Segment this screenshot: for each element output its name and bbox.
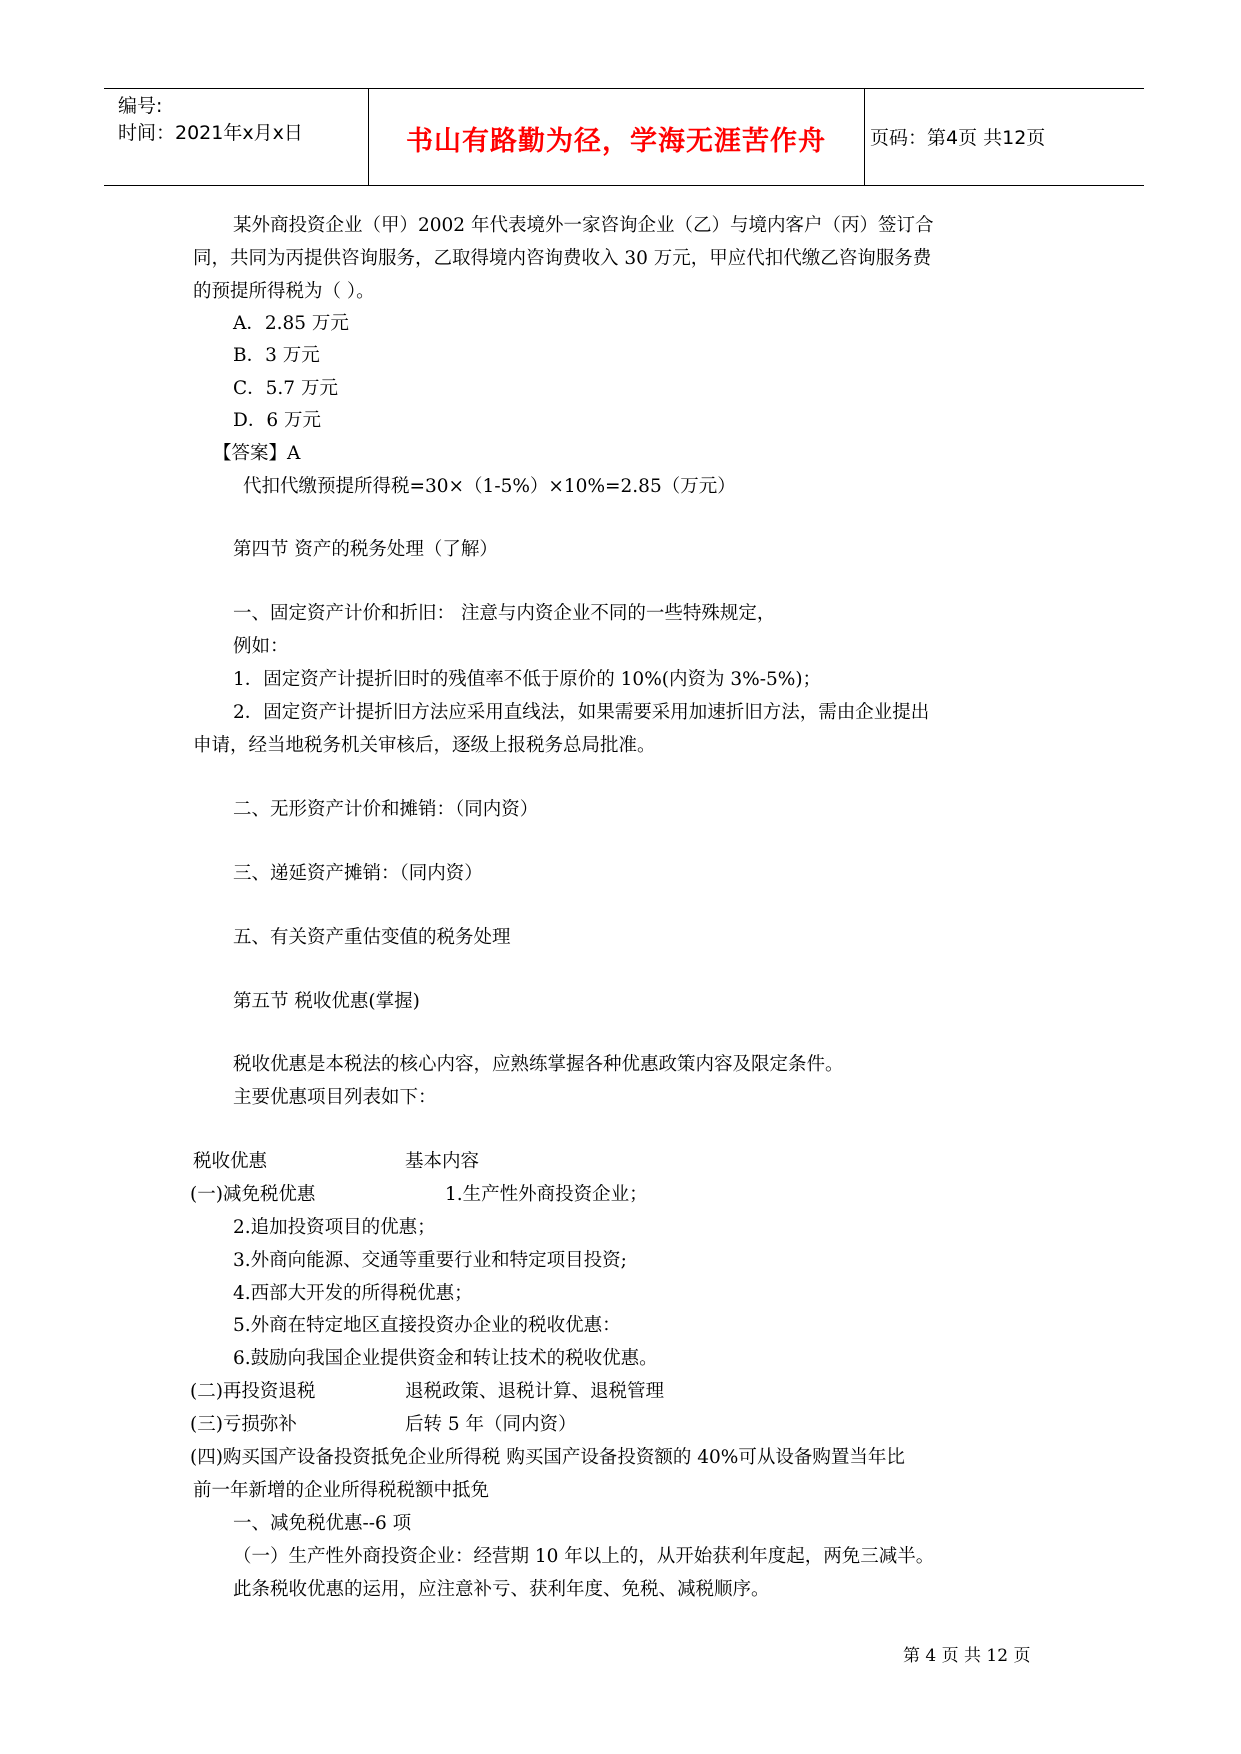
body-line: 1．固定资产计提折旧时的残值率不低于原价的 10%(内资为 3%-5%)；: [233, 669, 822, 690]
header-divider-right: [864, 89, 865, 185]
table-cell: 5.外商在特定地区直接投资办企业的税收优惠：: [233, 1315, 621, 1336]
answer-formula: 代扣代缴预提所得税=30×（1-5%）×10%=2.85（万元）: [243, 476, 736, 497]
page-header: [104, 88, 1144, 186]
option-b: B．3 万元: [233, 345, 320, 366]
table-cell: 后转 5 年（同内资）: [405, 1414, 577, 1435]
table-cell: (四)购买国产设备投资抵免企业所得税 购买国产设备投资额的 40%可从设备购置当年比: [190, 1447, 905, 1468]
answer-label: 【答案】A: [213, 443, 301, 464]
option-a: A．2.85 万元: [233, 313, 349, 334]
table-cell: 2.追加投资项目的优惠；: [233, 1217, 436, 1238]
body-line: 例如：: [233, 636, 289, 657]
body-line: 五、有关资产重估变值的税务处理: [233, 927, 511, 948]
body-line: 某外商投资企业（甲）2002 年代表境外一家咨询企业（乙）与境内客户（丙）签订合: [233, 215, 934, 236]
body-line: 2．固定资产计提折旧方法应采用直线法，如果需要采用加速折旧方法，需由企业提出: [233, 702, 930, 723]
body-line: 一、固定资产计价和折旧： 注意与内资企业不同的一些特殊规定，: [233, 603, 776, 624]
body-line: 申请，经当地税务机关审核后，逐级上报税务总局批准。: [193, 735, 656, 756]
table-header-benefit: 税收优惠: [193, 1151, 268, 1172]
body-line: 此条税收优惠的运用，应注意补亏、获利年度、免税、减税顺序。: [233, 1579, 770, 1600]
table-cell: 4.西部大开发的所得税优惠；: [233, 1283, 473, 1304]
time-label: 时间：2021年x月x日: [118, 122, 303, 144]
table-cell: (一)减免税优惠: [190, 1184, 316, 1205]
table-cell: 1.生产性外商投资企业；: [445, 1184, 648, 1205]
header-left: [118, 93, 303, 147]
body-line: 同，共同为丙提供咨询服务，乙取得境内咨询费收入 30 万元，甲应代扣代缴乙咨询服务费: [193, 248, 932, 269]
header-motto: 书山有路勤为径，学海无涯苦作舟: [406, 126, 826, 157]
body-line: 主要优惠项目列表如下：: [233, 1087, 437, 1108]
body-line: 的预提所得税为（ ）。: [193, 281, 375, 302]
page-number-label: 页码：第4页 共12页: [870, 127, 1046, 149]
number-label: 编号:: [118, 95, 163, 117]
section-heading: 第四节 资产的税务处理（了解）: [233, 539, 498, 560]
table-cell: (三)亏损弥补: [190, 1414, 297, 1435]
option-d: D．6 万元: [233, 410, 321, 431]
page-footer: 第 4 页 共 12 页: [903, 1646, 1031, 1666]
table-cell: 6.鼓励向我国企业提供资金和转让技术的税收优惠。: [233, 1348, 658, 1369]
table-cell: 前一年新增的企业所得税税额中抵免: [193, 1480, 490, 1501]
body-line: （一）生产性外商投资企业：经营期 10 年以上的，从开始获利年度起，两免三减半。: [233, 1546, 935, 1567]
section-heading: 第五节 税收优惠(掌握): [233, 991, 420, 1012]
body-line: 一、减免税优惠--6 项: [233, 1513, 412, 1534]
table-cell: (二)再投资退税: [190, 1381, 316, 1402]
body-line: 二、无形资产计价和摊销：（同内资）: [233, 799, 539, 820]
body-line: 税收优惠是本税法的核心内容，应熟练掌握各种优惠政策内容及限定条件。: [233, 1054, 844, 1075]
body-line: 三、递延资产摊销：（同内资）: [233, 863, 483, 884]
table-header-content: 基本内容: [405, 1151, 480, 1172]
table-cell: 3.外商向能源、交通等重要行业和特定项目投资;: [233, 1250, 627, 1271]
table-cell: 退税政策、退税计算、退税管理: [405, 1381, 665, 1402]
option-c: C．5.7 万元: [233, 378, 338, 399]
